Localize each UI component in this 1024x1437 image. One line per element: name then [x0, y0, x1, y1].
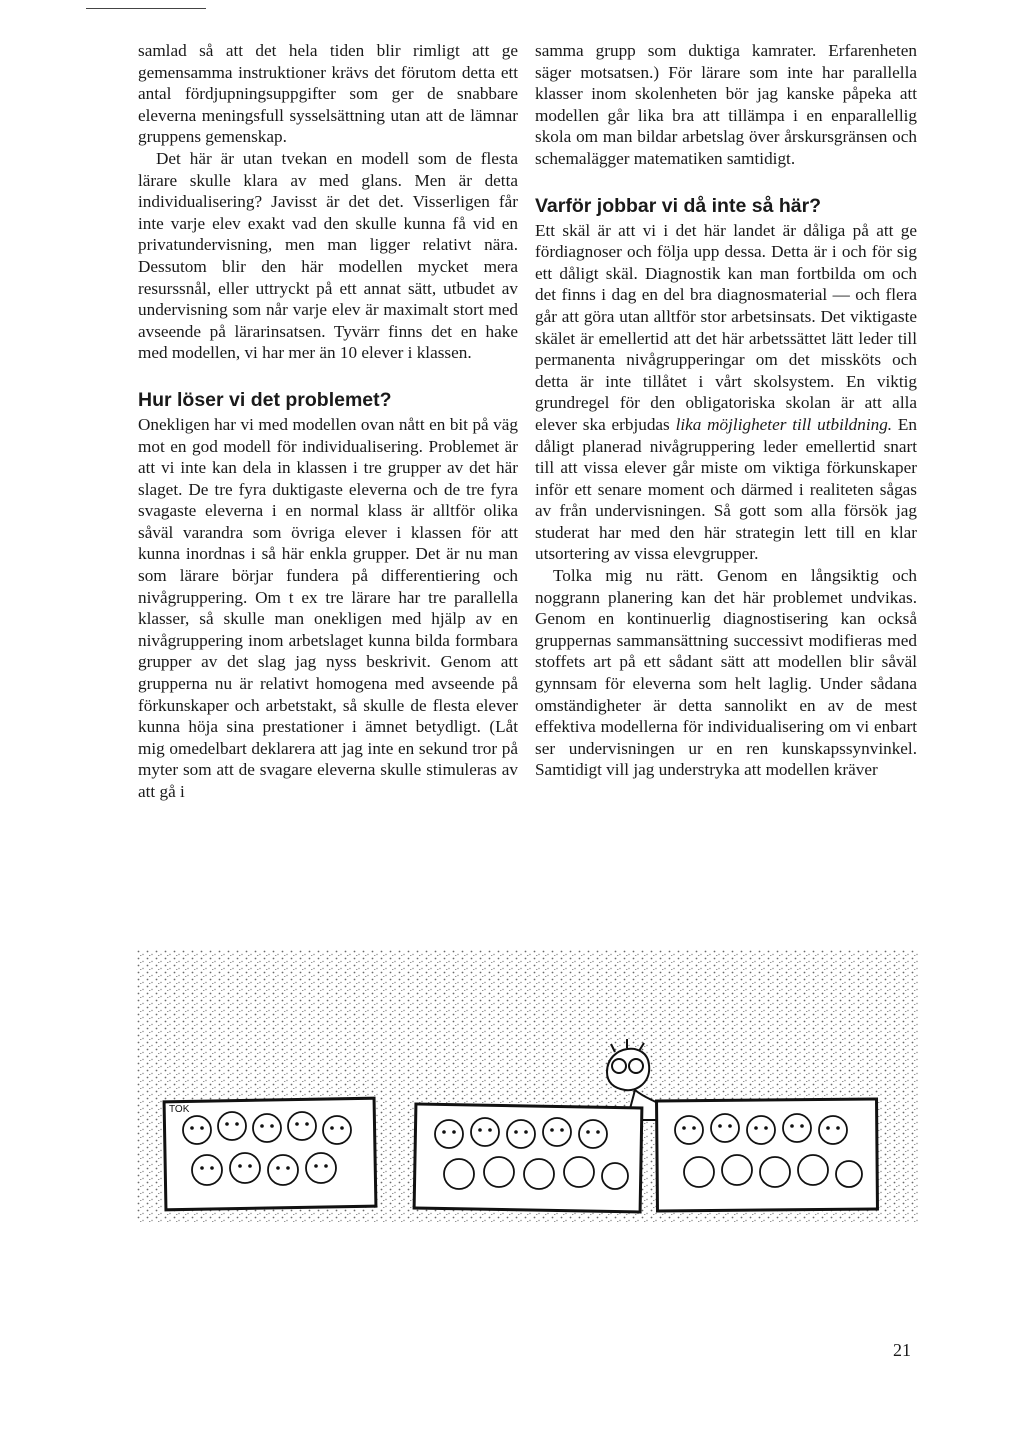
- right-paragraph-2-end: En dåligt planerad nivågruppering leder emellertid snart till att vissa elever går miste om viktiga förkunskaper inför ett senare moment och därmed i realiteten sågas av från undervisningen. Så gott som alla försök jag studerat har med den här strategin lett till en klar utsortering av vissa elevgrupper.: [535, 414, 918, 564]
- page-number: 21: [893, 1340, 911, 1360]
- left-column: [138, 40, 518, 803]
- classroom-groups-illustration: [137, 950, 920, 1222]
- section-heading-problem: Hur löser vi det problemet?: [138, 388, 392, 411]
- group-frame-2: [414, 1104, 642, 1212]
- emphasis-equal-opportunities: lika möjligheter till utbildning.: [675, 414, 893, 434]
- group-frame-1: [164, 1098, 376, 1210]
- right-column: [535, 40, 917, 781]
- right-paragraph-2: [535, 220, 917, 566]
- right-paragraph-1: samma grupp som duktiga kamrater. Erfarenheten säger motsatsen.) För lärare som inte har parallella klasser inom skolenheten bör jag kanske påpeka att modellen går lika bra att tillämpa i en enparallellig skola om man bildar arbetslag över årskursgränsen och schemalägger matematiken samtidigt.: [535, 41, 917, 168]
- right-paragraph-3: Tolka mig nu rätt. Genom en långsiktig och noggrann planering kan det här problemet undvikas. Genom en kontinuerlig diagnostisering kan också gruppernas sammansättning successivt modifieras med stoffets art på ett sådant sätt att modellen blir såväl gynnsam för eleverna som helt laglig. Under sådana omständigheter är detta sannolikt en av de mest effektiva modellerna för individualisering om vi enbart ser undervisningen ur en ren kunskapssynvinkel. Samtidigt vill jag understryka att modellen kräver: [535, 566, 917, 780]
- top-rule: [86, 8, 206, 9]
- section-heading-why: Varför jobbar vi då inte så här?: [535, 194, 822, 217]
- group-frame-3: [657, 1099, 878, 1211]
- right-paragraph-2-start: Ett skäl är att vi i det här landet är dåliga på att ge fördiagnoser och följa upp dessa. Detta är i och för sig ett dåligt skäl. Diagnostik kan man fortbilda om och det finns i dag en del bra diagnosmaterial — och flera går att göra utan alltför stor arbetsinsats. Det viktigaste skälet är emellertid att det här arbetssättet lätt leder till permanenta nivågrupperingar om det missköts och detta är inte tillåtet i vårt skolsystem. En viktig grundregel för den obligatoriska skolan är att alla elever ska erbjudas: [535, 220, 917, 434]
- left-paragraph-3: Onekligen har vi med modellen ovan nått en bit på väg mot en god modell för individualisering. Problemet är att vi inte kan dela in klassen i tre grupper av det här slaget. De tre fyra duktigaste eleverna och de tre fyra svagaste eleverna i en normal klass är alltför olika såväl varandra som övriga elever i klassen för att kunna inordnas i så här enkla grupper. Det är nu man som lärare börjar fundera på differentiering och nivågruppering. Om t ex tre lärare har tre parallella klasser, så skulle man onekligen med hjälp av en nivågruppering inom arbetslaget kunna bilda formbara grupper av det slag jag nyss beskrivit. Genom att grupperna nu är relativt homogena med avseende på förkunskaper och arbetstakt, så skulle de flesta elever kunna höja sina prestationer i ämnet betydligt. (Låt mig omedelbart deklarera att jag inte en sekund tror på myter som att de svagare eleverna skulle stimuleras av att gå i: [138, 414, 518, 801]
- left-paragraph-1: samlad så att det hela tiden blir rimligt att ge gemensamma instruktioner krävs det förutom detta ett antal fördjupningsuppgifter som ger de snabbare eleverna meningsfull sysselsättning utan att de lämnar gruppens gemenskap.: [138, 41, 518, 147]
- illustrator-signature: TOK: [169, 1104, 190, 1115]
- left-paragraph-2: Det här är utan tvekan en modell som de flesta lärare skulle klara av med glans. Men är detta individualisering? Javisst är det det. Visserligen får inte varje elev exakt vad den skulle kunna få vid en privatundervisning, men man ligger relativt nära. Dessutom blir den här modellen mycket mera resurssnål, eller uttryckt på ett annat sätt, utbudet av undervisning som når varje elev är maximalt stort med avseende på lärarinsatsen. Tyvärr finns det en hake med modellen, vi har mer än 10 elever i klassen.: [138, 148, 518, 363]
